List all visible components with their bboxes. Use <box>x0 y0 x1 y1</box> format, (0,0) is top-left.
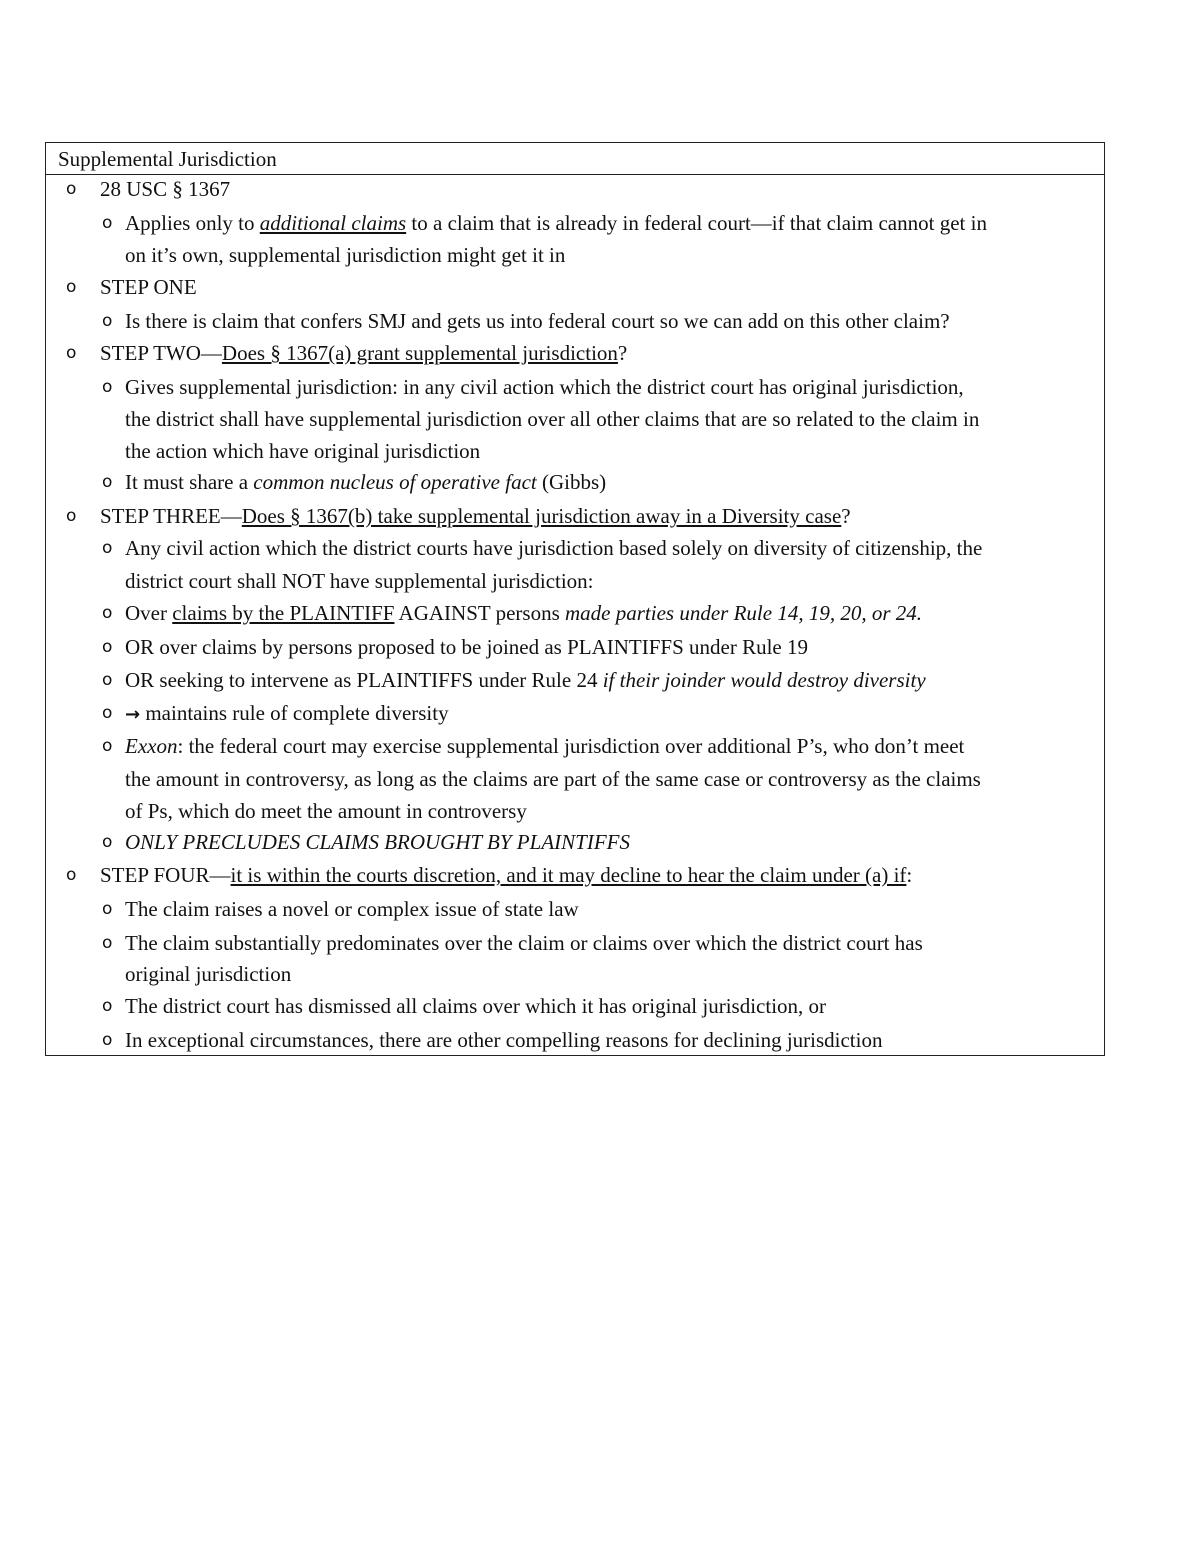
list-item-continued: the action which have original jurisdiction <box>125 439 481 463</box>
list-item-continued: of Ps, which do meet the amount in controversy <box>125 799 527 823</box>
list-item: STEP ONE <box>100 275 197 299</box>
bullet-marker: o <box>66 179 77 199</box>
list-item: ONLY PRECLUDES CLAIMS BROUGHT BY PLAINTIFFS <box>125 830 630 854</box>
bullet-marker: o <box>102 670 113 690</box>
bullet-marker: o <box>102 703 113 723</box>
list-item: Applies only to additional claims to a claim that is already in federal court—if that claim cannot get in <box>125 211 987 235</box>
bullet-marker: o <box>66 865 77 885</box>
list-item-continued: district court shall NOT have supplemental jurisdiction: <box>125 569 594 593</box>
list-item: The claim raises a novel or complex issue of state law <box>125 897 579 921</box>
bullet-marker: o <box>102 637 113 657</box>
list-item-continued: the district shall have supplemental jurisdiction over all other claims that are so related to the claim in <box>125 407 980 431</box>
list-item: The claim substantially predominates over the claim or claims over which the district court has <box>125 931 923 955</box>
list-item: The district court has dismissed all claims over which it has original jurisdiction, or <box>125 994 827 1018</box>
list-item: It must share a common nucleus of operative fact (Gibbs) <box>125 470 607 494</box>
list-item: Any civil action which the district courts have jurisdiction based solely on diversity of citizenship, the <box>125 536 983 560</box>
bullet-marker: o <box>102 538 113 558</box>
list-item-continued: the amount in controversy, as long as the claims are part of the same case or controversy as the claims <box>125 767 981 791</box>
list-item-continued: on it’s own, supplemental jurisdiction might get it in <box>125 243 566 267</box>
list-item: STEP THREE—Does § 1367(b) take supplemental jurisdiction away in a Diversity case? <box>100 504 851 528</box>
bullet-marker: o <box>102 899 113 919</box>
bullet-marker: o <box>102 832 113 852</box>
bullet-marker: o <box>102 996 113 1016</box>
bullet-marker: o <box>102 603 113 623</box>
list-item-continued: original jurisdiction <box>125 962 292 986</box>
list-item: OR seeking to intervene as PLAINTIFFS under Rule 24 if their joinder would destroy diversity <box>125 668 926 692</box>
table-title: Supplemental Jurisdiction <box>58 147 277 171</box>
list-item: STEP TWO—Does § 1367(a) grant supplemental jurisdiction? <box>100 341 628 365</box>
outline-table <box>45 142 1105 1056</box>
bullet-marker: o <box>102 933 113 953</box>
bullet-marker: o <box>102 736 113 756</box>
list-item: OR over claims by persons proposed to be joined as PLAINTIFFS under Rule 19 <box>125 635 809 659</box>
list-item: 28 USC § 1367 <box>100 177 231 201</box>
bullet-marker: o <box>66 343 77 363</box>
bullet-marker: o <box>102 377 113 397</box>
bullet-marker: o <box>102 213 113 233</box>
bullet-marker: o <box>66 277 77 297</box>
bullet-marker: o <box>102 472 113 492</box>
list-item: Is there is claim that confers SMJ and gets us into federal court so we can add on this other claim? <box>125 309 950 333</box>
bullet-marker: o <box>66 506 77 526</box>
table-header <box>46 143 1104 175</box>
bullet-marker: o <box>102 1030 113 1050</box>
list-item: Gives supplemental jurisdiction: in any civil action which the district court has original jurisdiction, <box>125 375 964 399</box>
list-item: In exceptional circumstances, there are other compelling reasons for declining jurisdiction <box>125 1028 883 1052</box>
list-item: Exxon: the federal court may exercise supplemental jurisdiction over additional P’s, who don’t meet <box>125 734 965 758</box>
list-item: STEP FOUR—it is within the courts discretion, and it may decline to hear the claim under (a) if: <box>100 863 913 887</box>
arrow-icon: → <box>125 704 141 725</box>
list-item: → maintains rule of complete diversity <box>125 701 449 725</box>
bullet-marker: o <box>102 311 113 331</box>
list-item: Over claims by the PLAINTIFF AGAINST persons made parties under Rule 14, 19, 20, or 24. <box>125 601 922 625</box>
